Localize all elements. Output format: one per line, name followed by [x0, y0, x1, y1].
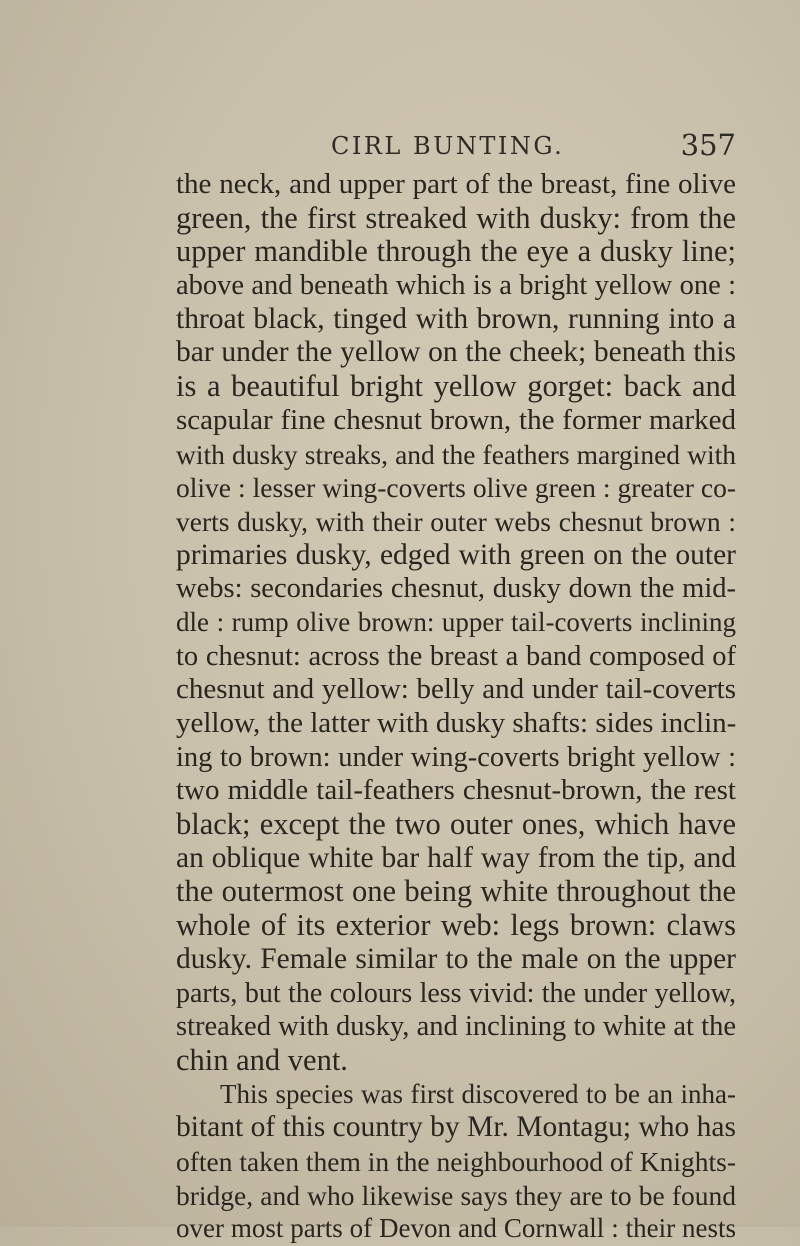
- text-line: often taken them in the neighbourhood of Knights-: [176, 1145, 736, 1177]
- text-line: scapular fine chesnut brown, the former marked: [176, 403, 736, 436]
- text-line: dle : rump olive brown: upper tail-coverts inclining: [176, 606, 736, 637]
- text-line: This species was first discovered to be an inha-: [220, 1078, 736, 1109]
- text-line: above and beneath which is a bright yellow one :: [176, 270, 736, 302]
- text-line: black; except the two outer ones, which have: [176, 808, 736, 842]
- text-line: bitant of this country by Mr. Montagu; who has: [176, 1111, 736, 1144]
- text-line: two middle tail-feathers chesnut-brown, the rest: [176, 774, 736, 807]
- text-line: an oblique white bar half way from the tip, and: [176, 841, 736, 874]
- text-line: the neck, and upper part of the breast, fine olive: [176, 168, 736, 200]
- text-line: is a beautiful bright yellow gorget: back and: [176, 370, 736, 404]
- text-line: dusky. Female similar to the male on the upper: [176, 942, 736, 975]
- text-line: streaked with dusky, and inclining to white at the: [176, 1011, 736, 1043]
- text-line: ing to brown: under wing-coverts bright yellow :: [176, 741, 736, 773]
- text-line: throat black, tinged with brown, running into a: [176, 302, 736, 335]
- text-line: yellow, the latter with dusky shafts: sides inclin-: [176, 707, 736, 739]
- running-head: [176, 128, 736, 168]
- text-line: the outermost one being white throughout the: [176, 875, 736, 909]
- text-line: parts, but the colours less vivid: the under yellow,: [176, 977, 736, 1009]
- text-line: webs: secondaries chesnut, dusky down the mid-: [176, 573, 736, 605]
- text-line: bridge, and who likewise says they are to be found: [176, 1179, 736, 1211]
- text-line: green, the first streaked with dusky: from the: [176, 201, 736, 235]
- text-line: olive : lesser wing-coverts olive green : greater co-: [176, 472, 736, 504]
- text-line: whole of its exterior web: legs brown: claws: [176, 909, 736, 943]
- text-line: bar under the yellow on the cheek; beneath this: [176, 336, 736, 369]
- body-text: [176, 168, 736, 1246]
- text-line: chesnut and yellow: belly and under tail-coverts: [176, 673, 736, 706]
- text-line: over most parts of Devon and Cornwall : their nests: [176, 1213, 736, 1244]
- running-title: CIRL BUNTING.: [331, 132, 565, 160]
- text-line: chin and vent.: [176, 1043, 348, 1077]
- text-line: with dusky streaks, and the feathers margined with: [176, 438, 736, 470]
- text-line: to chesnut: across the breast a band composed of: [176, 640, 736, 672]
- page-number: 357: [680, 128, 736, 162]
- text-line: upper mandible through the eye a dusky line;: [176, 235, 736, 269]
- text-line: verts dusky, with their outer webs chesnut brown :: [176, 505, 736, 537]
- text-line: primaries dusky, edged with green on the outer: [176, 538, 736, 571]
